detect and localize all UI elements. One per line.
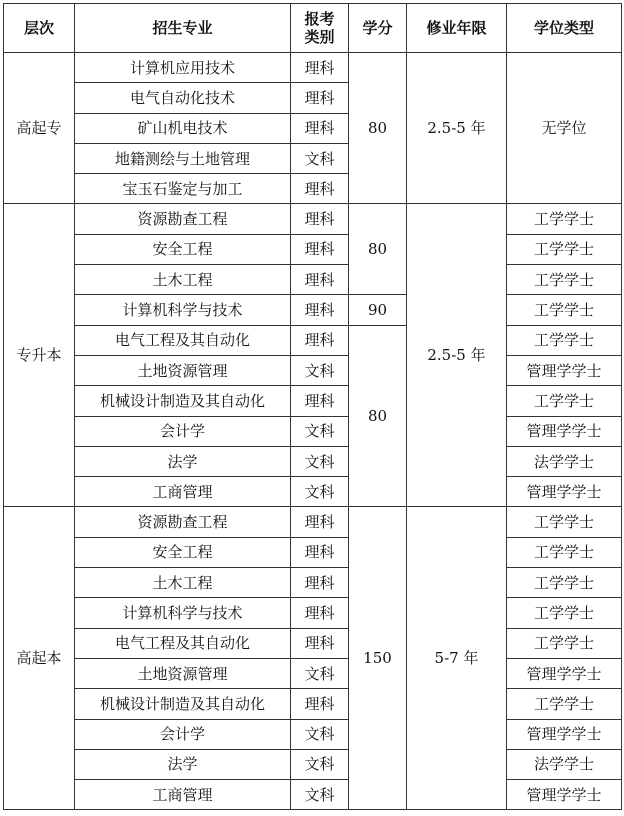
category-cell: 理科 xyxy=(291,83,349,113)
degree-cell: 无学位 xyxy=(507,53,622,204)
degree-cell: 法学学士 xyxy=(507,446,622,476)
major-cell: 安全工程 xyxy=(75,234,291,264)
category-cell: 理科 xyxy=(291,598,349,628)
category-cell: 理科 xyxy=(291,689,349,719)
degree-cell: 工学学士 xyxy=(507,265,622,295)
category-cell: 理科 xyxy=(291,386,349,416)
category-cell: 理科 xyxy=(291,325,349,355)
table-row xyxy=(4,204,622,234)
category-cell: 理科 xyxy=(291,295,349,325)
category-cell: 理科 xyxy=(291,507,349,537)
table-row xyxy=(4,568,622,598)
category-cell: 理科 xyxy=(291,234,349,264)
duration-cell: 2.5-5 年 xyxy=(407,204,507,507)
table-row xyxy=(4,325,622,355)
header-category-line1: 报考 xyxy=(304,10,335,28)
category-cell: 文科 xyxy=(291,446,349,476)
level-cell: 高起本 xyxy=(4,507,75,810)
major-cell: 机械设计制造及其自动化 xyxy=(75,689,291,719)
degree-cell: 工学学士 xyxy=(507,204,622,234)
category-cell: 理科 xyxy=(291,265,349,295)
degree-cell: 工学学士 xyxy=(507,628,622,658)
table-row xyxy=(4,749,622,779)
enrollment-table xyxy=(3,3,622,810)
degree-cell: 管理学学士 xyxy=(507,719,622,749)
category-cell: 理科 xyxy=(291,113,349,143)
major-cell: 土木工程 xyxy=(75,568,291,598)
table-row xyxy=(4,234,622,264)
degree-cell: 法学学士 xyxy=(507,749,622,779)
table-row xyxy=(4,780,622,810)
header-row xyxy=(4,4,622,53)
credits-cell: 80 xyxy=(349,325,407,507)
table-row xyxy=(4,446,622,476)
degree-cell: 工学学士 xyxy=(507,386,622,416)
category-cell: 文科 xyxy=(291,416,349,446)
degree-cell: 工学学士 xyxy=(507,689,622,719)
credits-cell: 90 xyxy=(349,295,407,325)
table-row xyxy=(4,719,622,749)
duration-cell: 2.5-5 年 xyxy=(407,53,507,204)
level-cell: 高起专 xyxy=(4,53,75,204)
degree-cell: 管理学学士 xyxy=(507,416,622,446)
credits-cell: 80 xyxy=(349,53,407,204)
category-cell: 理科 xyxy=(291,53,349,83)
major-cell: 工商管理 xyxy=(75,780,291,810)
major-cell: 计算机科学与技术 xyxy=(75,295,291,325)
header-category-line2: 类别 xyxy=(304,28,335,46)
major-cell: 资源勘查工程 xyxy=(75,204,291,234)
category-cell: 文科 xyxy=(291,658,349,688)
header-credits: 学分 xyxy=(349,4,407,53)
major-cell: 法学 xyxy=(75,749,291,779)
table-row xyxy=(4,598,622,628)
table-row xyxy=(4,416,622,446)
credits-cell: 80 xyxy=(349,204,407,295)
table-row xyxy=(4,386,622,416)
category-cell: 文科 xyxy=(291,143,349,173)
header-major: 招生专业 xyxy=(75,4,291,53)
major-cell: 电气工程及其自动化 xyxy=(75,628,291,658)
level-cell: 专升本 xyxy=(4,204,75,507)
major-cell: 计算机科学与技术 xyxy=(75,598,291,628)
category-cell: 文科 xyxy=(291,780,349,810)
category-cell: 文科 xyxy=(291,749,349,779)
category-cell: 理科 xyxy=(291,537,349,567)
table-row xyxy=(4,658,622,688)
table-row xyxy=(4,537,622,567)
header-duration: 修业年限 xyxy=(407,4,507,53)
degree-cell: 管理学学士 xyxy=(507,355,622,385)
major-cell: 电气工程及其自动化 xyxy=(75,325,291,355)
major-cell: 法学 xyxy=(75,446,291,476)
table-row xyxy=(4,295,622,325)
major-cell: 土地资源管理 xyxy=(75,658,291,688)
category-cell: 理科 xyxy=(291,174,349,204)
category-cell: 文科 xyxy=(291,355,349,385)
table-row xyxy=(4,53,622,83)
major-cell: 宝玉石鉴定与加工 xyxy=(75,174,291,204)
major-cell: 工商管理 xyxy=(75,477,291,507)
header-degree: 学位类型 xyxy=(507,4,622,53)
major-cell: 地籍测绘与土地管理 xyxy=(75,143,291,173)
degree-cell: 工学学士 xyxy=(507,598,622,628)
major-cell: 会计学 xyxy=(75,416,291,446)
major-cell: 会计学 xyxy=(75,719,291,749)
table-row xyxy=(4,507,622,537)
table-row xyxy=(4,265,622,295)
major-cell: 资源勘查工程 xyxy=(75,507,291,537)
major-cell: 电气自动化技术 xyxy=(75,83,291,113)
table-row xyxy=(4,355,622,385)
header-level: 层次 xyxy=(4,4,75,53)
category-cell: 理科 xyxy=(291,204,349,234)
major-cell: 土地资源管理 xyxy=(75,355,291,385)
table-row xyxy=(4,689,622,719)
major-cell: 安全工程 xyxy=(75,537,291,567)
duration-cell: 5-7 年 xyxy=(407,507,507,810)
table-row xyxy=(4,477,622,507)
major-cell: 矿山机电技术 xyxy=(75,113,291,143)
degree-cell: 工学学士 xyxy=(507,537,622,567)
category-cell: 文科 xyxy=(291,477,349,507)
degree-cell: 工学学士 xyxy=(507,295,622,325)
degree-cell: 管理学学士 xyxy=(507,780,622,810)
degree-cell: 管理学学士 xyxy=(507,658,622,688)
degree-cell: 工学学士 xyxy=(507,568,622,598)
header-category xyxy=(291,4,349,53)
degree-cell: 管理学学士 xyxy=(507,477,622,507)
major-cell: 计算机应用技术 xyxy=(75,53,291,83)
category-cell: 理科 xyxy=(291,568,349,598)
table-row xyxy=(4,628,622,658)
category-cell: 理科 xyxy=(291,628,349,658)
degree-cell: 工学学士 xyxy=(507,325,622,355)
degree-cell: 工学学士 xyxy=(507,507,622,537)
degree-cell: 工学学士 xyxy=(507,234,622,264)
major-cell: 土木工程 xyxy=(75,265,291,295)
credits-cell: 150 xyxy=(349,507,407,810)
category-cell: 文科 xyxy=(291,719,349,749)
major-cell: 机械设计制造及其自动化 xyxy=(75,386,291,416)
